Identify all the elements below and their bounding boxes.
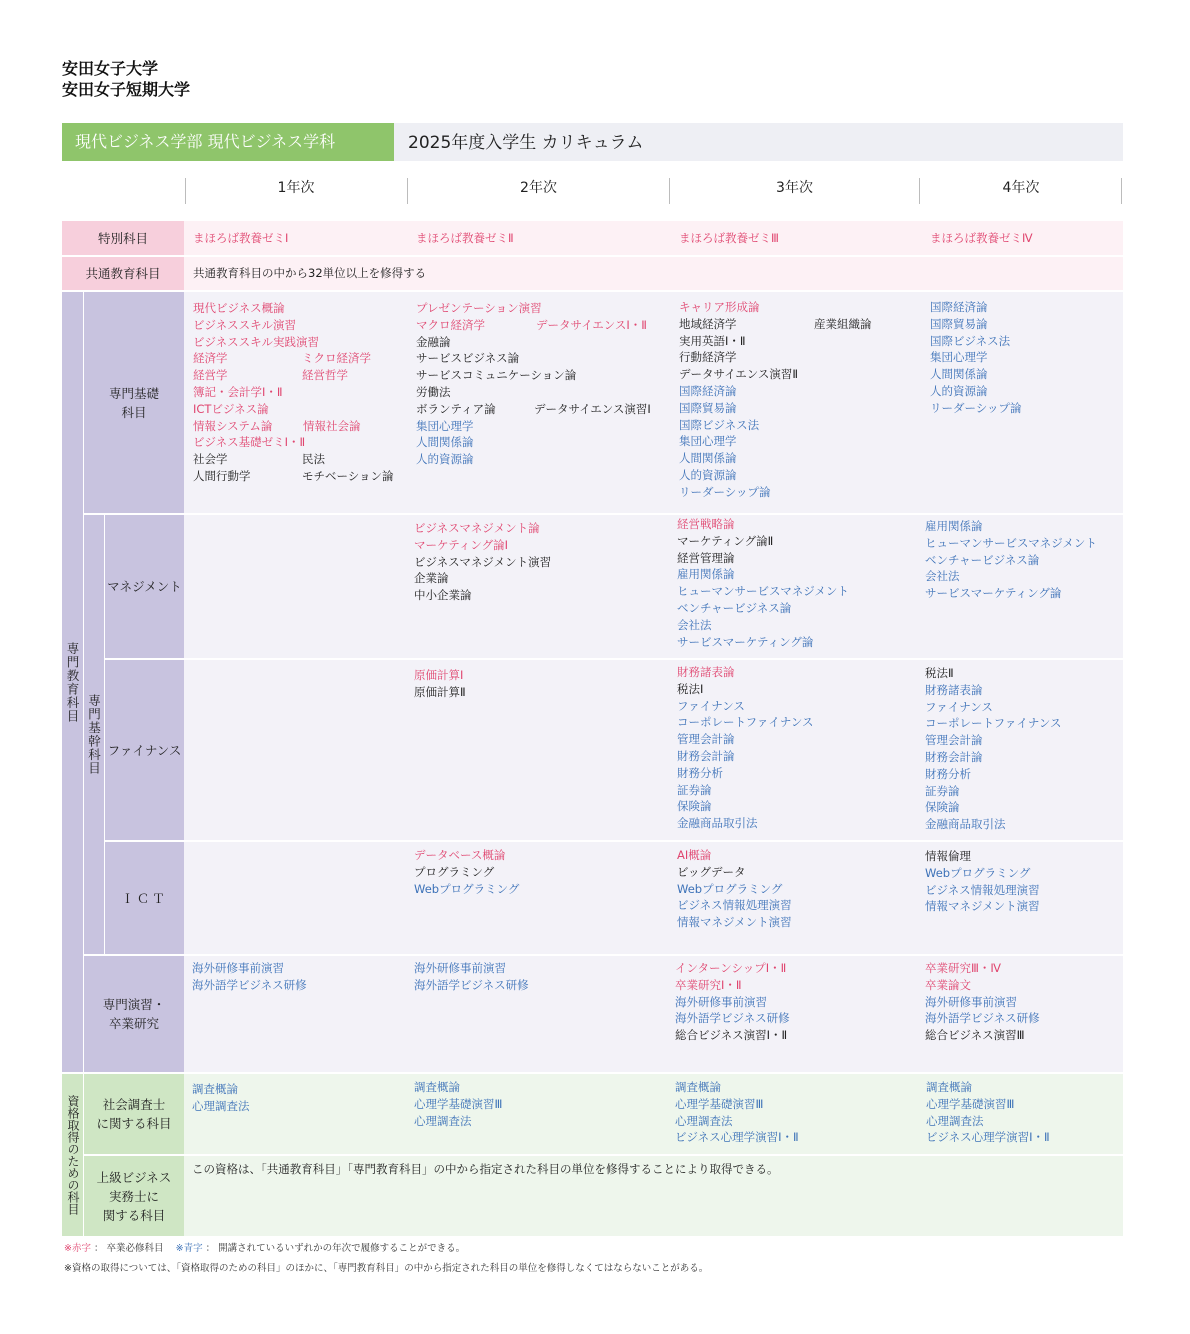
label-shakai-line1: 社会調査士: [102, 1097, 166, 1112]
course-item: 国際貿易論: [679, 400, 737, 415]
course-item: 管理会計論: [925, 733, 983, 748]
senmon-kiso-y3: [679, 299, 872, 501]
course-item: リーダーシップ論: [679, 484, 771, 499]
course-item: ヒューマンサービスマネジメント: [925, 535, 1097, 550]
senmon-kiso-y1: [193, 300, 394, 485]
course-item: ミクロ経済学: [302, 351, 371, 366]
course-item: 国際経済論: [679, 383, 737, 398]
course-item: ファイナンス: [925, 699, 993, 714]
ict-y2: [414, 847, 519, 897]
course-item: 証券論: [677, 782, 712, 797]
course-item: 金融商品取引法: [925, 817, 1006, 832]
course-item: 心理調査法: [926, 1113, 984, 1128]
course-item: ビジネス心理学演習Ⅰ・Ⅱ: [675, 1130, 799, 1145]
management-y4: [925, 518, 1097, 602]
course-item: 情報マネジメント演習: [925, 899, 1040, 914]
course-item: 税法Ⅱ: [925, 666, 954, 680]
course-item: データサイエンス演習Ⅱ: [679, 367, 799, 382]
course-item: リーダーシップ論: [930, 400, 1022, 415]
course-item: 財務諸表論: [925, 682, 983, 697]
qualification-note: ※資格の取得については、「資格取得のための科目」のほかに、「専門教育科目」の中から指定された科目の単位を修得しなくてはならないことがある。: [64, 1263, 709, 1274]
course-item: 集団心理学: [930, 350, 988, 365]
tokubetsu-y4: まほろば教養ゼミⅣ: [930, 231, 1033, 245]
course-item: 心理調査法: [675, 1113, 733, 1128]
label-senmon-kiso-line1: 専門基礎: [108, 385, 159, 401]
course-pair: [416, 401, 651, 418]
course-item: ビジネス情報処理演習: [677, 898, 792, 913]
course-item: 財務諸表論: [677, 665, 735, 679]
course-item: 国際貿易論: [930, 316, 988, 331]
course-item: 社会学: [193, 452, 228, 467]
enshu-y2: [414, 960, 529, 994]
label-senmon-kiso: [84, 292, 184, 513]
course-item: 情報マネジメント演習: [677, 915, 792, 930]
course-item: 情報システム論: [193, 418, 273, 433]
course-item: 行動経済学: [679, 350, 737, 365]
course-pair: [193, 418, 394, 435]
course-item: Webプログラミング: [414, 881, 520, 896]
course-item: 人間関係論: [930, 367, 988, 382]
course-item: 人的資源論: [930, 383, 988, 398]
shakai-y1: [192, 1081, 250, 1115]
year-3-header: 3年次: [776, 180, 813, 196]
course-item: コーポレートファイナンス: [925, 716, 1062, 731]
course-item: 経営戦略論: [677, 517, 735, 531]
year-divider: [1121, 178, 1122, 204]
shakai-y2: [414, 1079, 502, 1129]
label-ict-text: ＩＣＴ: [121, 890, 168, 906]
course-item: 情報社会論: [303, 418, 361, 433]
kyotsu-text: 共通教育科目の中から32単位以上を修得する: [193, 266, 427, 280]
course-item: Webプログラミング: [925, 865, 1031, 880]
course-item: 海外語学ビジネス研修: [925, 1011, 1040, 1026]
course-item: 調査概論: [675, 1080, 721, 1094]
course-item: 心理学基礎演習Ⅲ: [926, 1096, 1015, 1111]
senmon-kiso-y2: [416, 300, 651, 468]
course-item: 心理学基礎演習Ⅲ: [675, 1096, 764, 1111]
label-enshu-line1: 専門演習・: [102, 997, 166, 1012]
course-item: ビジネススキル実践演習: [193, 334, 320, 349]
label-senmon-kiso-line2: 科目: [121, 404, 147, 420]
year-4-header: 4年次: [1002, 180, 1040, 196]
course-item: マクロ経済学: [416, 317, 485, 332]
label-shikaku-text: 資格取得のための科目: [66, 1095, 80, 1215]
label-tokubetsu: [62, 221, 184, 255]
course-item: ベンチャービジネス論: [677, 600, 792, 615]
course-item: 海外語学ビジネス研修: [192, 977, 307, 992]
course-item: 人間関係論: [679, 451, 737, 466]
course-item: 企業論: [414, 571, 449, 586]
course-item: ビッグデータ: [677, 864, 746, 879]
enshu-y1: [192, 960, 307, 994]
course-item: 人間行動学: [193, 468, 251, 483]
ict-y3: [677, 847, 792, 931]
legend-red-mark: ※赤字: [64, 1243, 91, 1254]
course-item: 集団心理学: [679, 434, 737, 449]
course-item: 簿記・会計学Ⅰ・Ⅱ: [193, 384, 283, 399]
course-item: 実用英語Ⅰ・Ⅱ: [679, 333, 746, 348]
year-1-header: 1年次: [277, 180, 315, 196]
label-jokyu-line3: 関する科目: [102, 1207, 166, 1223]
enshu-y3: [675, 960, 790, 1044]
course-item: ビジネススキル演習: [193, 317, 297, 332]
course-item: サービスマーケティング論: [925, 586, 1062, 601]
course-item: Webプログラミング: [677, 881, 783, 896]
course-item: 国際ビジネス法: [679, 417, 760, 432]
course-item: マーケティング論Ⅱ: [677, 533, 774, 548]
label-management-text: マネジメント: [107, 579, 182, 594]
label-enshu: [84, 956, 184, 1072]
legend-blue-desc: ： 開講されているいずれかの年次で履修することができる。: [205, 1243, 466, 1254]
course-item: ボランティア論: [416, 401, 496, 416]
management-y2: [414, 520, 551, 604]
label-kyotsu: [62, 257, 184, 290]
course-item: 卒業研究Ⅰ・Ⅱ: [675, 977, 742, 992]
course-item: 証券論: [925, 783, 960, 798]
course-item: 経済学: [193, 351, 228, 366]
year-2-header: 2年次: [520, 180, 557, 196]
course-item: 経営管理論: [677, 550, 735, 565]
label-finance: [105, 660, 184, 840]
label-jokyu: [84, 1156, 184, 1236]
senmon-kiso-y4: [930, 299, 1022, 417]
course-item: 調査概論: [192, 1082, 238, 1096]
label-ict: [105, 842, 184, 954]
course-item: 経営哲学: [302, 368, 348, 383]
label-shakai: [84, 1074, 184, 1154]
course-pair: [193, 451, 394, 468]
course-item: 現代ビジネス概論: [193, 301, 285, 315]
course-item: 心理学基礎演習Ⅲ: [414, 1096, 503, 1111]
university-name-2: 安田女子短期大学: [62, 80, 191, 99]
course-item: 海外語学ビジネス研修: [414, 977, 529, 992]
label-finance-text: ファイナンス: [107, 742, 182, 758]
curriculum-title: 2025年度入学生 カリキュラム: [394, 123, 1123, 161]
course-item: 税法Ⅰ: [677, 681, 704, 696]
university-name-1: 安田女子大学: [62, 59, 159, 78]
course-item: サービスビジネス論: [416, 351, 520, 366]
course-item: 原価計算Ⅱ: [414, 684, 466, 699]
legend-note: [64, 1242, 465, 1256]
course-item: ファイナンス: [677, 698, 745, 713]
course-item: 人的資源論: [679, 467, 737, 482]
course-item: データサイエンスⅠ・Ⅱ: [536, 317, 647, 332]
course-item: 地域経済学: [679, 316, 737, 331]
course-item: 海外研修事前演習: [925, 994, 1017, 1009]
shakai-y4: [926, 1079, 1050, 1146]
course-item: 経営学: [193, 368, 228, 383]
course-item: ヒューマンサービスマネジメント: [677, 584, 849, 599]
legend-blue-mark: ※青字: [175, 1243, 203, 1254]
course-item: プログラミング: [414, 864, 495, 879]
label-jokyu-line2: 実務士に: [108, 1188, 159, 1204]
course-item: 総合ビジネス演習Ⅲ: [925, 1028, 1025, 1043]
course-item: 海外語学ビジネス研修: [675, 1011, 790, 1026]
course-item: 原価計算Ⅰ: [414, 668, 464, 682]
course-item: 情報倫理: [925, 849, 971, 863]
label-enshu-line2: 卒業研究: [108, 1016, 159, 1031]
course-item: 産業組織論: [814, 316, 872, 331]
course-pair: [679, 316, 872, 333]
label-senmon-kikan: [84, 515, 104, 954]
finance-y3: [677, 664, 814, 832]
course-item: 海外研修事前演習: [675, 994, 767, 1009]
course-item: 雇用関係論: [925, 519, 983, 533]
course-item: ICTビジネス論: [193, 401, 269, 416]
tokubetsu-y2: まほろば教養ゼミⅡ: [416, 231, 514, 245]
course-item: 心理調査法: [192, 1098, 250, 1113]
course-item: 国際経済論: [930, 300, 988, 314]
course-item: ビジネスマネジメント論: [414, 521, 540, 535]
course-pair: [193, 350, 394, 367]
university-names: [62, 58, 190, 100]
course-item: 財務会計論: [677, 748, 735, 763]
course-item: ビジネス心理学演習Ⅰ・Ⅱ: [926, 1130, 1050, 1145]
course-item: ベンチャービジネス論: [925, 552, 1040, 567]
course-item: ビジネスマネジメント演習: [414, 554, 552, 569]
course-item: インターンシップⅠ・Ⅱ: [675, 961, 787, 975]
course-item: AI概論: [677, 848, 712, 862]
course-item: ビジネス基礎ゼミⅠ・Ⅱ: [193, 435, 306, 450]
ict-y4: [925, 848, 1040, 915]
course-item: 管理会計論: [677, 732, 735, 747]
course-item: 卒業論文: [925, 977, 971, 992]
course-pair: [193, 367, 394, 384]
course-item: プレゼンテーション演習: [416, 301, 542, 315]
tokubetsu-y1: まほろば教養ゼミⅠ: [193, 231, 289, 245]
course-item: 海外研修事前演習: [414, 961, 506, 975]
course-item: 心理調査法: [414, 1113, 472, 1128]
course-item: サービスコミュニケーション論: [416, 368, 577, 383]
course-item: 会社法: [677, 617, 712, 632]
course-item: 保険論: [925, 800, 960, 815]
label-kyotsu-text: 共通教育科目: [85, 266, 161, 281]
course-item: 国際ビジネス法: [930, 333, 1011, 348]
tokubetsu-y3: まほろば教養ゼミⅢ: [679, 231, 779, 245]
course-item: 金融論: [416, 334, 451, 349]
course-item: 海外研修事前演習: [192, 961, 284, 975]
course-item: 人間関係論: [416, 435, 474, 450]
course-item: 会社法: [925, 569, 960, 584]
course-item: マーケティング論Ⅰ: [414, 537, 509, 552]
course-item: キャリア形成論: [679, 300, 760, 314]
course-item: 調査概論: [926, 1080, 972, 1094]
course-item: データサイエンス演習Ⅰ: [534, 401, 651, 416]
jokyu-text: この資格は、「共通教育科目」「専門教育科目」の中から指定された科目の単位を修得することにより取得できる。: [192, 1162, 779, 1176]
label-senmon-kikan-text: 専門基幹科目: [86, 694, 102, 775]
course-item: 財務会計論: [925, 749, 983, 764]
course-item: 保険論: [677, 799, 712, 814]
course-item: 調査概論: [414, 1080, 460, 1094]
course-item: 民法: [302, 452, 325, 467]
department-header: 現代ビジネス学部 現代ビジネス学科: [62, 123, 394, 161]
course-item: 人的資源論: [416, 452, 474, 467]
course-pair: [193, 468, 394, 485]
course-item: 労働法: [416, 384, 451, 399]
label-management: [105, 515, 184, 658]
course-item: モチベーション論: [302, 468, 394, 483]
shakai-y3: [675, 1079, 799, 1146]
course-item: サービスマーケティング論: [677, 634, 814, 649]
course-item: データベース概論: [414, 848, 506, 862]
course-item: 卒業研究Ⅲ・Ⅳ: [925, 961, 1002, 975]
label-tokubetsu-text: 特別科目: [97, 230, 148, 246]
course-item: 金融商品取引法: [677, 816, 758, 831]
label-jokyu-line1: 上級ビジネス: [96, 1169, 172, 1185]
label-shakai-line2: に関する科目: [96, 1116, 172, 1131]
course-item: 集団心理学: [416, 418, 474, 433]
label-shikaku: [62, 1074, 83, 1236]
course-item: ビジネス情報処理演習: [925, 882, 1040, 897]
finance-y4: [925, 665, 1062, 833]
enshu-y4: [925, 960, 1040, 1044]
course-item: 総合ビジネス演習Ⅰ・Ⅱ: [675, 1028, 788, 1043]
course-item: 雇用関係論: [677, 567, 735, 582]
label-senmon-kyoiku: [62, 292, 83, 1072]
legend-red-desc: ： 卒業必修科目: [94, 1243, 164, 1254]
label-senmon-kyoiku-text: 専門教育科目: [65, 641, 80, 723]
finance-y2: [414, 667, 466, 701]
course-item: 財務分析: [925, 766, 971, 781]
management-y3: [677, 516, 849, 650]
course-item: 財務分析: [677, 765, 723, 780]
course-item: コーポレートファイナンス: [677, 715, 814, 730]
course-pair: [416, 317, 651, 334]
course-item: 中小企業論: [414, 588, 472, 603]
